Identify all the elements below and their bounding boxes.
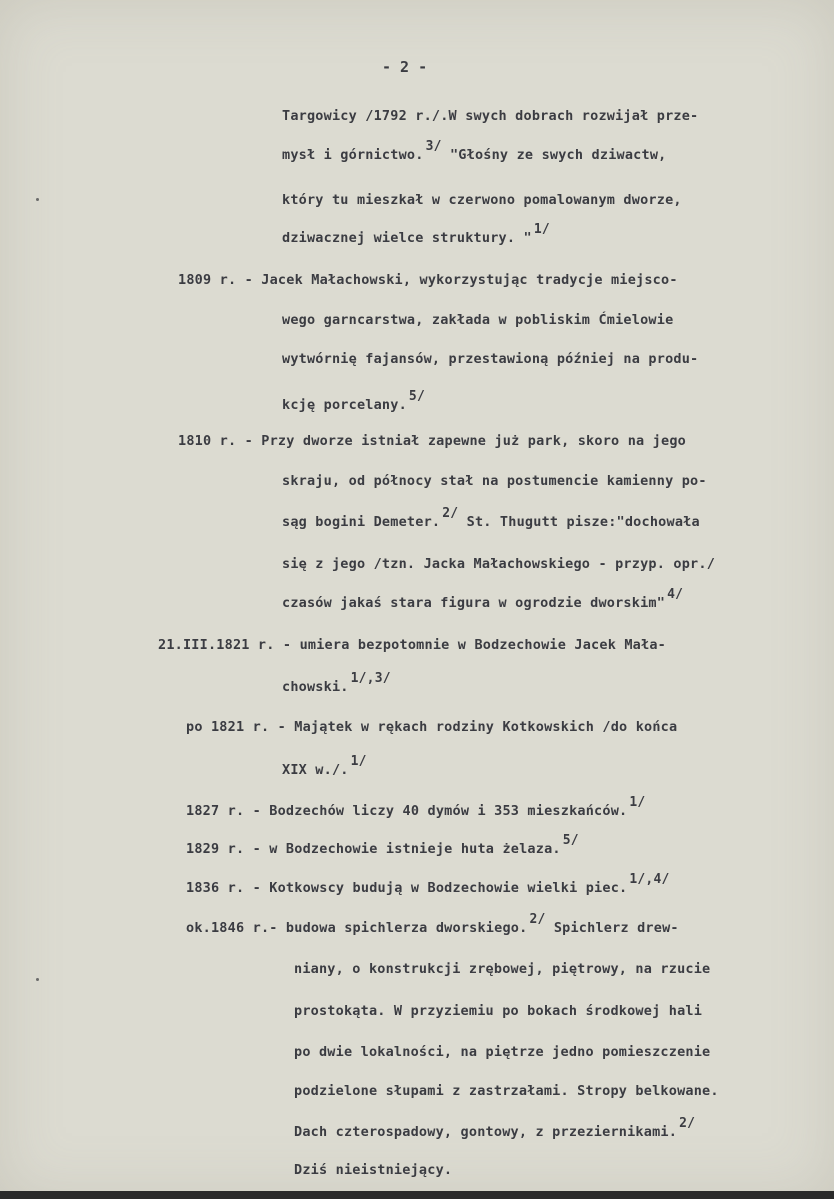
footnote-ref: 1/,4/ xyxy=(629,872,670,887)
text-line: chowski.1/,3/ xyxy=(282,671,391,695)
entry-1829: 1829 r. - w Bodzechowie istnieje huta żelaza.5/ xyxy=(186,833,579,857)
entry-po-1821: po 1821 r. - Majątek w rękach rodziny Kotkowskich /do końca xyxy=(186,719,678,735)
page-number: - 2 - xyxy=(382,58,428,76)
footnote-ref: 5/ xyxy=(408,389,425,404)
footnote-ref: 2/ xyxy=(442,506,459,521)
footnote-ref: 1/ xyxy=(350,754,367,769)
text-line: dziwacznej wielce struktury. "1/ xyxy=(282,222,550,246)
paper-speck xyxy=(36,978,39,981)
text-line: prostokąta. W przyziemiu po bokach środkowej hali xyxy=(294,1003,703,1019)
text-line: Targowicy /1792 r./.W swych dobrach rozwijał prze- xyxy=(282,108,699,124)
text-line: Dach czterospadowy, gontowy, z przeziernikami.2/ xyxy=(294,1116,696,1140)
text-line: XIX w./.1/ xyxy=(282,754,367,778)
text-line: kcję porcelany.5/ xyxy=(282,389,425,413)
entry-1810: 1810 r. - Przy dworze istniał zapewne już park, skoro na jego xyxy=(178,433,686,449)
text-line: wytwórnię fajansów, przestawioną później na produ- xyxy=(282,351,699,367)
footnote-ref: 1/ xyxy=(629,795,646,810)
entry-1827: 1827 r. - Bodzechów liczy 40 dymów i 353 mieszkańców.1/ xyxy=(186,795,646,819)
entry-1821: 21.III.1821 r. - umiera bezpotomnie w Bodzechowie Jacek Mała- xyxy=(158,637,666,653)
footnote-ref: 5/ xyxy=(562,833,579,848)
footnote-ref: 4/ xyxy=(667,587,684,602)
text-line: skraju, od północy stał na postumencie kamienny po- xyxy=(282,473,707,489)
footnote-ref: 1/ xyxy=(533,222,550,237)
text-line: niany, o konstrukcji zrębowej, piętrowy, na rzucie xyxy=(294,961,711,977)
footnote-ref: 3/ xyxy=(425,139,442,154)
text-line: po dwie lokalności, na piętrze jedno pomieszczenie xyxy=(294,1044,711,1060)
text-line: Dziś nieistniejący. xyxy=(294,1162,453,1178)
footnote-ref: 2/ xyxy=(529,912,546,927)
text-line: mysł i górnictwo.3/ "Głośny ze swych dziwactw, xyxy=(282,139,667,163)
text-line: wego garncarstwa, zakłada w pobliskim Ćmielowie xyxy=(282,312,674,328)
footnote-ref: 1/,3/ xyxy=(350,671,391,686)
text-line: który tu mieszkał w czerwono pomalowanym dworze, xyxy=(282,192,682,208)
footnote-ref: 2/ xyxy=(679,1116,696,1131)
text-line: czasów jakaś stara figura w ogrodzie dworskim"4/ xyxy=(282,587,684,611)
text-line: sąg bogini Demeter.2/ St. Thugutt pisze:"dochowała xyxy=(282,506,700,530)
entry-1809: 1809 r. - Jacek Małachowski, wykorzystując tradycje miejsco- xyxy=(178,272,678,288)
text-line: podzielone słupami z zastrzałami. Stropy belkowane. xyxy=(294,1083,719,1099)
scan-border xyxy=(0,1191,834,1199)
text-line: się z jego /tzn. Jacka Małachowskiego - przyp. opr./ xyxy=(282,556,716,572)
entry-1836: 1836 r. - Kotkowscy budują w Bodzechowie wielki piec.1/,4/ xyxy=(186,872,670,896)
paper-speck xyxy=(36,198,39,201)
entry-1846: ok.1846 r.- budowa spichlerza dworskiego.2/ Spichlerz drew- xyxy=(186,912,679,936)
